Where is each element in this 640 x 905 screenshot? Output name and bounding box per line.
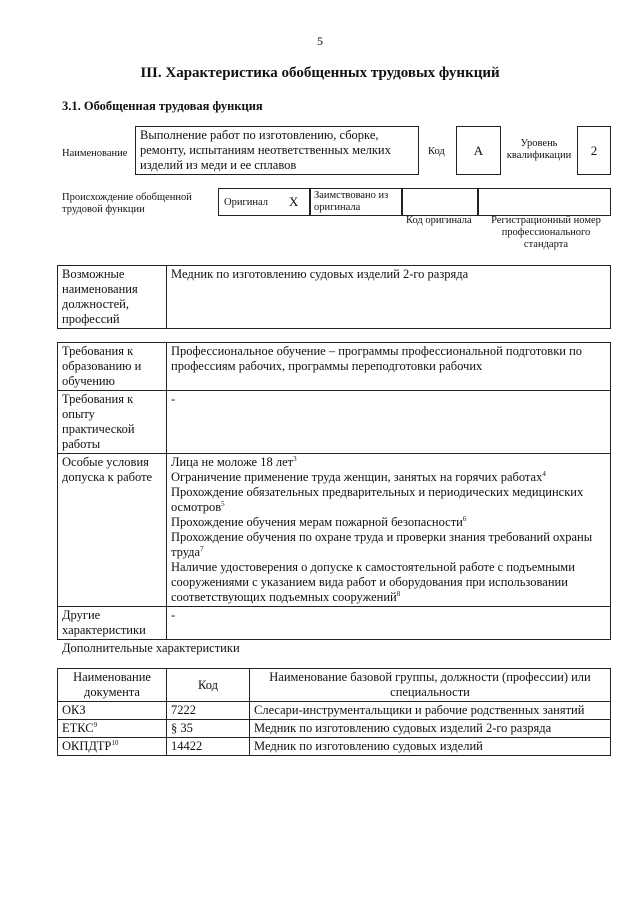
req-conditions-value (167, 454, 611, 607)
table-row-doc: ОКЗ (58, 702, 167, 720)
borrowed-label: Заимствовано из оригинала (310, 188, 402, 216)
table-row-doc: ЕТКС$^9$ (58, 720, 167, 738)
footnote: 6 (462, 514, 467, 523)
additional-table (57, 668, 611, 756)
condition-line: Прохождение обучения мерам пожарной безопасности$^6$ (171, 514, 467, 529)
table-row-name: Слесари-инструментальщики и рабочие родственных занятий (250, 702, 611, 720)
original-mark: X (289, 194, 299, 209)
requirements-table (57, 342, 611, 640)
original-box (218, 188, 310, 216)
condition-line: Прохождение обязательных предварительных и периодических медицинских осмотров$^5$ (171, 485, 584, 514)
req-conditions-label: Особые условия допуска к работе (58, 454, 167, 607)
reg-number-label: Регистрационный номер профессионального стандарта (491, 215, 601, 250)
table-row-name: Медник по изготовлению судовых изделий (250, 738, 611, 756)
footnote: 3 (293, 454, 297, 463)
level-box (577, 126, 611, 175)
req-experience-label: Требования к опыту практической работы (58, 391, 167, 454)
req-other-value: - (167, 607, 611, 640)
table-row-code: 14422 (167, 738, 250, 756)
req-education-value: Профессиональное обучение – программы профессиональной подготовки по профессиям рабочих, программы переподготовки рабочих (167, 343, 611, 391)
req-experience-value: - (167, 391, 611, 454)
footnote: 5 (221, 499, 225, 508)
page-number: 5 (317, 34, 323, 48)
code-box (456, 126, 501, 175)
header-code: Код (167, 669, 250, 702)
section-title: III. Характеристика обобщенных трудовых функций (140, 65, 500, 81)
table-row-doc: ОКПДТР$^{10}$ (58, 738, 167, 756)
origin-label: Происхождение обобщенной трудовой функции (62, 192, 192, 215)
header-name: Наименование базовой группы, должности (профессии) или специальности (250, 669, 611, 702)
condition-line: Наличие удостоверения о допуске к самостоятельной работе с подъемными сооружениями с указанием вида работ и оборудования при использовании соответствующих подъемных сооружений$^8$ (171, 560, 575, 604)
positions-value: Медник по изготовлению судовых изделий 2-го разряда (167, 266, 611, 329)
table-row-name: Медник по изготовлению судовых изделий 2-го разряда (250, 720, 611, 738)
additional-title: Дополнительные характеристики (62, 641, 240, 655)
condition-line: Ограничение применение труда женщин, занятых на горячих работах$^4$ (171, 469, 546, 484)
reg-number-box (478, 188, 611, 216)
condition-line: Прохождение обучения по охране труда и проверки знания требований охраны труда$^7$ (171, 530, 593, 559)
positions-label: Возможные наименования должностей, профессий (58, 266, 167, 329)
level-label: Уровень квалификации (506, 138, 572, 161)
name-label: Наименование (62, 148, 128, 159)
footnote: 4 (542, 469, 546, 478)
header-doc: Наименование документа (58, 669, 167, 702)
req-education-label: Требования к образованию и обучению (58, 343, 167, 391)
code-original-label: Код оригинала (406, 215, 472, 226)
table-row-code: § 35 (167, 720, 250, 738)
code-value: A (473, 143, 484, 158)
code-original-box (402, 188, 478, 216)
subsection-title: 3.1. Обобщенная трудовая функция (62, 99, 263, 113)
req-other-label: Другие характеристики (58, 607, 167, 640)
code-label: Код (428, 146, 445, 157)
original-label: Оригинал (224, 197, 268, 208)
condition-line: Лица не моложе 18 лет$^3$ (171, 454, 297, 469)
positions-table (57, 265, 611, 329)
function-name: Выполнение работ по изготовлению, сборке, ремонту, испытаниям неответственных мелких изделий из меди и ее сплавов (135, 126, 419, 175)
level-value: 2 (590, 143, 598, 158)
footnote: 7 (200, 544, 204, 553)
table-row-code: 7222 (167, 702, 250, 720)
footnote: 8 (396, 589, 401, 598)
